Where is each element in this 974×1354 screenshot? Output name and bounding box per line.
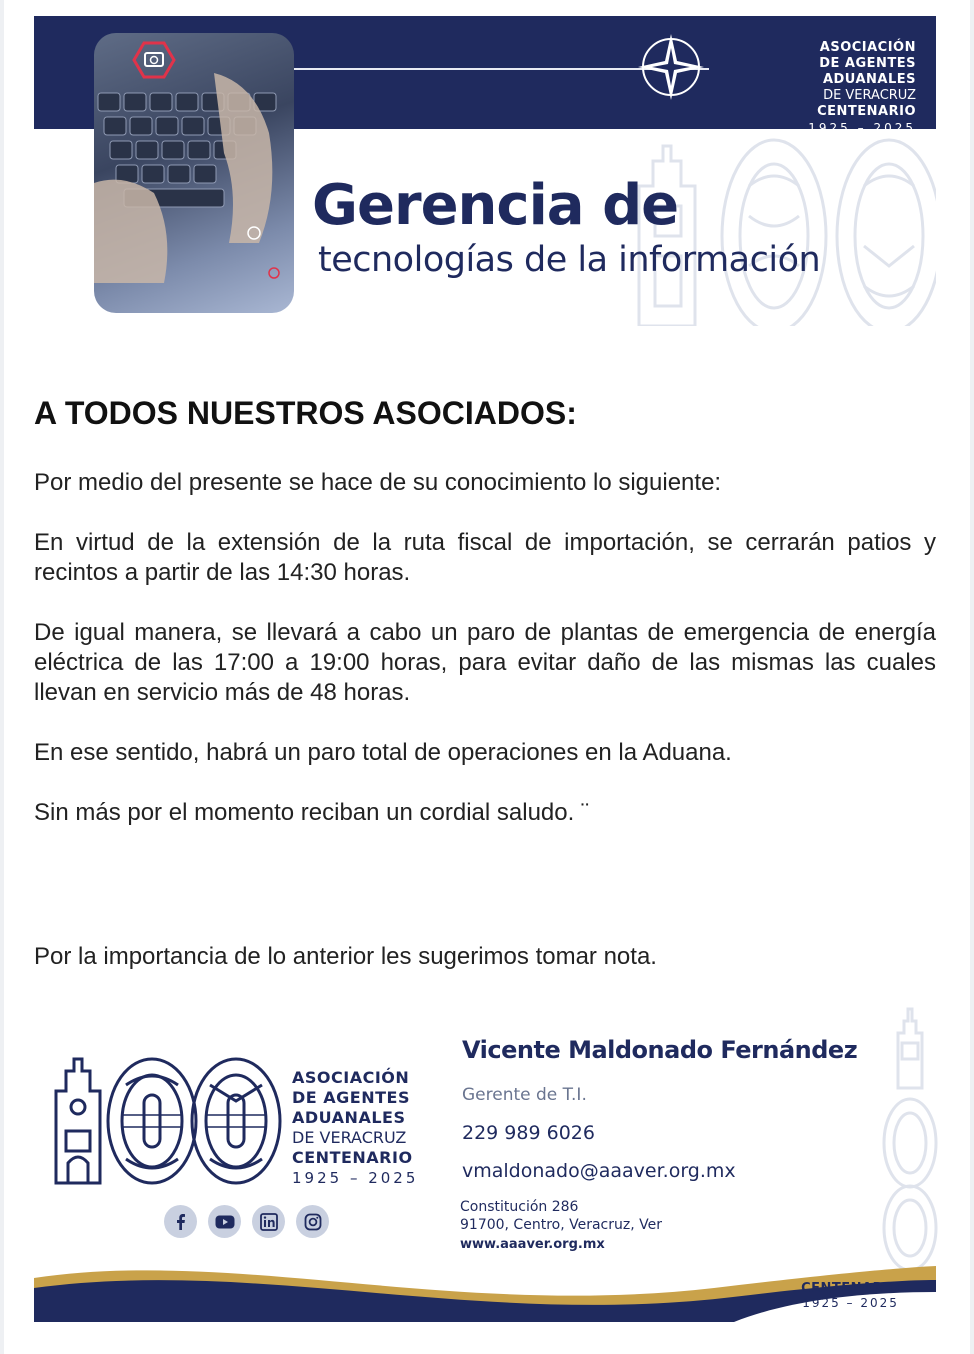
footer-org-years: 1925 – 2025	[292, 1169, 419, 1187]
notice-paragraph-operations: En ese sentido, habrá un paro total de operaciones en la Aduana.	[34, 739, 732, 766]
signature-name: Vicente Maldonado Fernández	[462, 1036, 858, 1064]
header-banner	[34, 16, 936, 326]
social-links	[164, 1205, 329, 1238]
page-title: Gerencia de	[312, 173, 679, 238]
signature-phone[interactable]: 229 989 6026	[462, 1122, 595, 1144]
header-org-line3: ADUANALES	[822, 72, 916, 87]
header-org-line2: DE AGENTES	[819, 56, 916, 71]
page-right-rail	[970, 0, 974, 1354]
header-org-brand	[808, 40, 916, 136]
footer-org-line5: CENTENARIO	[292, 1148, 413, 1167]
page-left-rail	[0, 0, 4, 1354]
footer-org-line2: DE AGENTES	[292, 1088, 410, 1107]
footer-org-brand	[292, 1068, 418, 1188]
header-org-line4: DE VERACRUZ	[823, 88, 916, 103]
notice-paragraph-intro: Por medio del presente se hace de su conocimiento lo siguiente:	[34, 469, 722, 496]
header-org-line1: ASOCIACIÓN	[819, 40, 916, 55]
footer-org-line1: ASOCIACIÓN	[292, 1068, 410, 1087]
youtube-icon[interactable]	[208, 1205, 241, 1238]
signature-address-line2: 91700, Centro, Veracruz, Ver	[460, 1217, 662, 1233]
signature-role: Gerente de T.I.	[462, 1085, 587, 1105]
footer-watermark	[880, 1003, 940, 1273]
linkedin-icon[interactable]	[252, 1205, 285, 1238]
footer-org-line4: DE VERACRUZ	[292, 1128, 407, 1147]
notice-paragraph-power: De igual manera, se llevará a cabo un paro de plantas de emergencia de energía eléctrica de las 17:00 a 19:00 horas, para evitar daño de las mismas las cuales llevan en servicio más de 48 horas.	[34, 619, 936, 706]
notice-paragraph-note: Por la importancia de lo anterior les sugerimos tomar nota.	[34, 943, 657, 970]
centenario-100-logo	[52, 1055, 282, 1187]
notice-paragraph-closure: En virtud de la extensión de la ruta fiscal de importación, se cerrarán patios y recintos a partir de las 14:30 horas.	[34, 529, 936, 586]
signature-website-link[interactable]: www.aaaver.org.mx	[460, 1237, 605, 1252]
compass-star-icon	[636, 32, 706, 102]
header-org-line5: CENTENARIO	[817, 104, 916, 119]
instagram-icon[interactable]	[296, 1205, 329, 1238]
footer-bottom-centenario: CENTENARIO	[801, 1281, 900, 1296]
facebook-icon[interactable]	[164, 1205, 197, 1238]
page-subtitle: tecnologías de la información	[318, 240, 821, 280]
footer-org-line3: ADUANALES	[292, 1108, 406, 1127]
footer-bottom-brand	[801, 1281, 900, 1311]
header-org-years: 1925 – 2025	[808, 121, 916, 135]
notice-paragraph-greeting: Sin más por el momento reciban un cordial saludo. ¨	[34, 799, 589, 826]
keyboard-photo	[94, 33, 294, 313]
signature-address-line1: Constitución 286	[460, 1199, 579, 1215]
notice-heading: A TODOS NUESTROS ASOCIADOS:	[34, 395, 577, 431]
footer-bottom-years: 1925 – 2025	[802, 1296, 899, 1310]
signature-email-link[interactable]: vmaldonado@aaaver.org.mx	[462, 1160, 736, 1182]
